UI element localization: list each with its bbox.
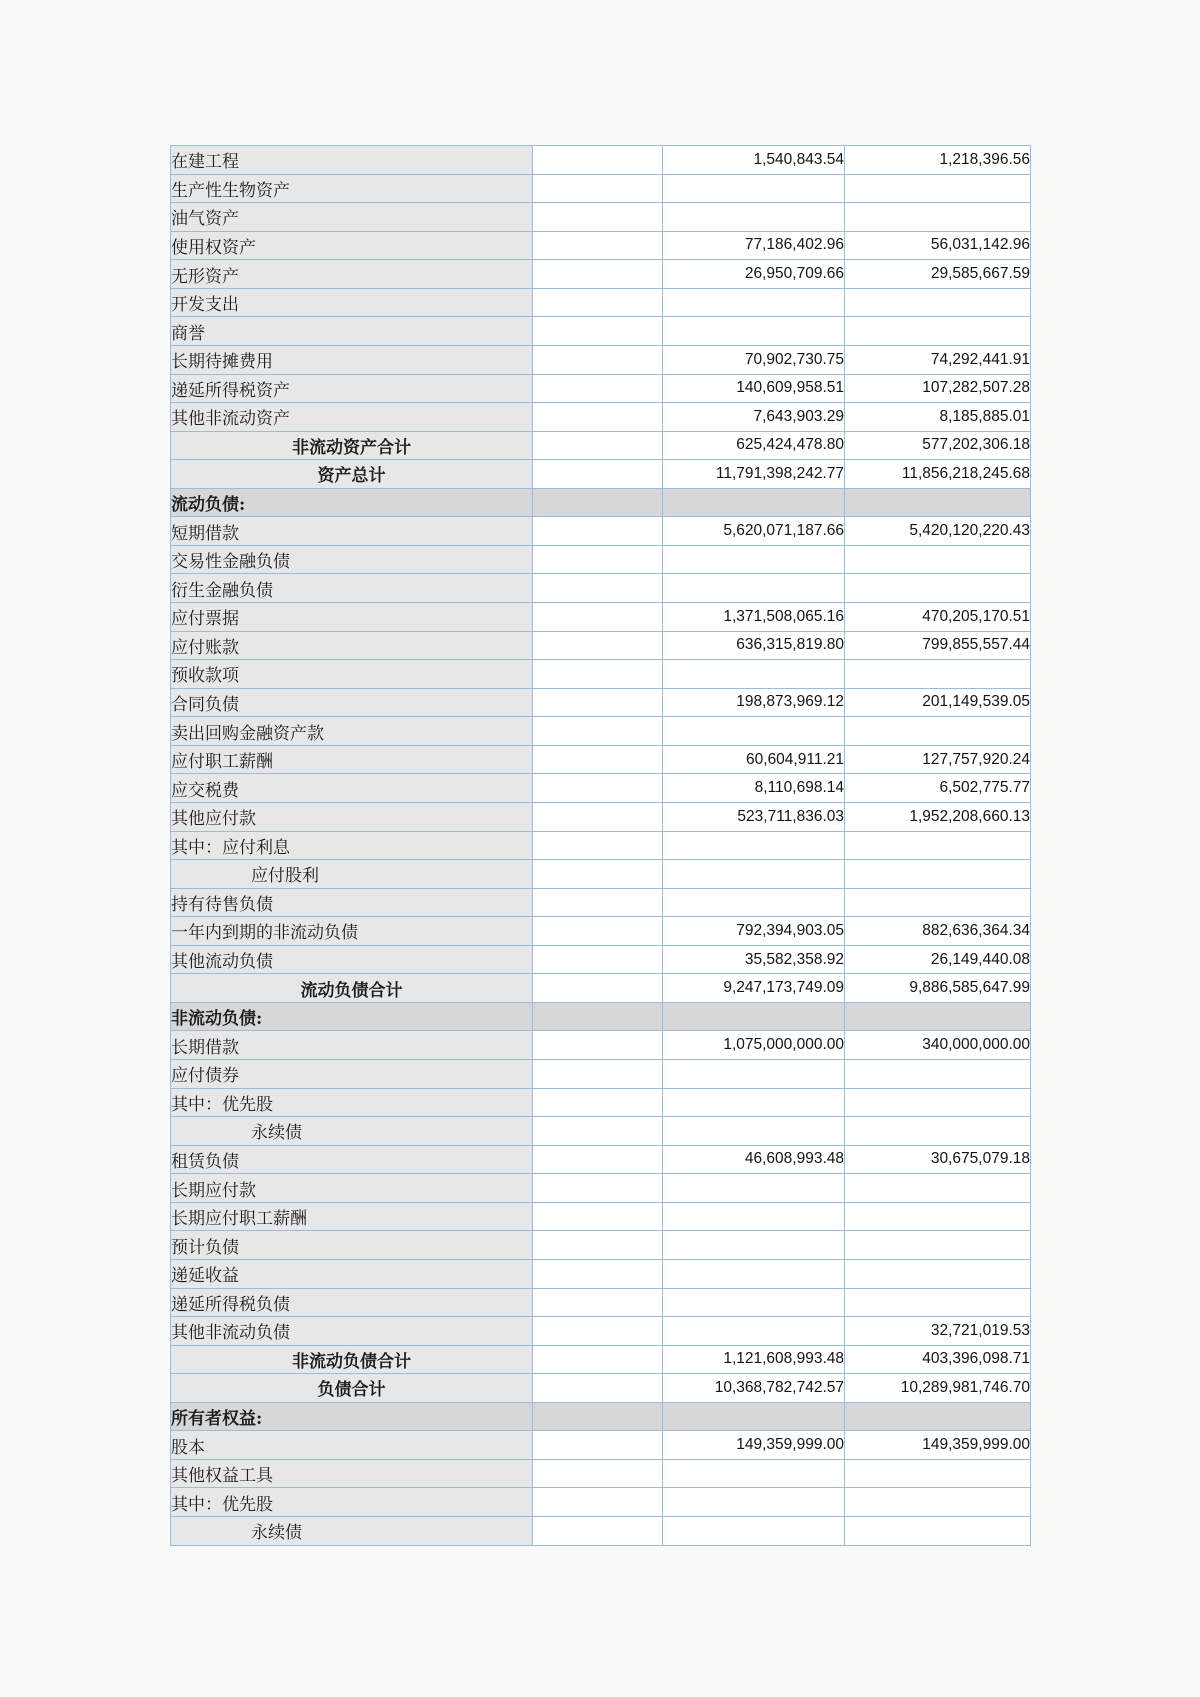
row-value-prior-cell: 1,218,396.56: [845, 146, 1031, 175]
row-value-prior-cell: [845, 174, 1031, 203]
row-value-current-cell: 792,394,903.05: [663, 917, 845, 946]
row-value-prior-cell: [845, 1288, 1031, 1317]
row-empty-cell: [533, 631, 663, 660]
row-empty-cell: [533, 517, 663, 546]
table-row: [171, 174, 1031, 203]
row-value-current-cell: [663, 1488, 845, 1517]
row-value-prior-cell: [845, 317, 1031, 346]
row-label-cell: 负债合计: [171, 1374, 533, 1403]
row-value-prior-cell: [845, 1402, 1031, 1431]
table-row: [171, 431, 1031, 460]
row-value-current-cell: [663, 1117, 845, 1146]
row-value-current-cell: 523,711,836.03: [663, 802, 845, 831]
row-value-current-cell: [663, 288, 845, 317]
table-row: [171, 403, 1031, 432]
table-row: [171, 1488, 1031, 1517]
row-label-cell: 在建工程: [171, 146, 533, 175]
row-value-prior-cell: 149,359,999.00: [845, 1431, 1031, 1460]
row-value-prior-cell: 10,289,981,746.70: [845, 1374, 1031, 1403]
row-value-prior-cell: [845, 888, 1031, 917]
table-row: [171, 688, 1031, 717]
table-row: [171, 774, 1031, 803]
row-value-prior-cell: 799,855,557.44: [845, 631, 1031, 660]
row-value-prior-cell: 6,502,775.77: [845, 774, 1031, 803]
table-row: [171, 603, 1031, 632]
table-row: [171, 545, 1031, 574]
row-value-current-cell: [663, 1060, 845, 1089]
row-value-current-cell: [663, 488, 845, 517]
row-value-prior-cell: 577,202,306.18: [845, 431, 1031, 460]
row-value-prior-cell: [845, 1517, 1031, 1546]
row-label-cell: 流动负债合计: [171, 974, 533, 1003]
row-value-current-cell: [663, 1174, 845, 1203]
row-value-current-cell: 636,315,819.80: [663, 631, 845, 660]
row-label-cell: 其他应付款: [171, 802, 533, 831]
table-row: [171, 802, 1031, 831]
table-row: [171, 374, 1031, 403]
row-value-prior-cell: 201,149,539.05: [845, 688, 1031, 717]
row-value-prior-cell: [845, 1060, 1031, 1089]
row-label-cell: 其他流动负债: [171, 945, 533, 974]
row-label-cell: 资产总计: [171, 460, 533, 489]
row-label-cell: 其中：优先股: [171, 1088, 533, 1117]
row-value-prior-cell: 74,292,441.91: [845, 345, 1031, 374]
row-value-prior-cell: 11,856,218,245.68: [845, 460, 1031, 489]
row-value-current-cell: 1,075,000,000.00: [663, 1031, 845, 1060]
row-value-prior-cell: 9,886,585,647.99: [845, 974, 1031, 1003]
row-empty-cell: [533, 1174, 663, 1203]
row-value-prior-cell: [845, 488, 1031, 517]
row-value-current-cell: [663, 1002, 845, 1031]
row-value-current-cell: 60,604,911.21: [663, 745, 845, 774]
row-empty-cell: [533, 774, 663, 803]
row-empty-cell: [533, 574, 663, 603]
row-value-prior-cell: [845, 660, 1031, 689]
row-value-current-cell: 9,247,173,749.09: [663, 974, 845, 1003]
table-row: [171, 1202, 1031, 1231]
row-value-current-cell: [663, 1402, 845, 1431]
row-value-current-cell: 11,791,398,242.77: [663, 460, 845, 489]
row-label-cell: 递延所得税资产: [171, 374, 533, 403]
row-empty-cell: [533, 203, 663, 232]
table-row: [171, 860, 1031, 889]
row-label-cell: 持有待售负债: [171, 888, 533, 917]
row-empty-cell: [533, 1002, 663, 1031]
row-empty-cell: [533, 1431, 663, 1460]
row-value-current-cell: [663, 860, 845, 889]
row-label-cell: 商誉: [171, 317, 533, 346]
row-empty-cell: [533, 431, 663, 460]
row-value-current-cell: 26,950,709.66: [663, 260, 845, 289]
table-row: [171, 1288, 1031, 1317]
row-label-cell: 预收款项: [171, 660, 533, 689]
row-empty-cell: [533, 1517, 663, 1546]
row-label-cell: 其中：优先股: [171, 1488, 533, 1517]
row-label-cell: 其他非流动负债: [171, 1317, 533, 1346]
row-empty-cell: [533, 460, 663, 489]
row-value-current-cell: [663, 1088, 845, 1117]
row-value-current-cell: 7,643,903.29: [663, 403, 845, 432]
row-value-prior-cell: 32,721,019.53: [845, 1317, 1031, 1346]
row-value-prior-cell: [845, 1174, 1031, 1203]
row-value-prior-cell: [845, 203, 1031, 232]
row-empty-cell: [533, 917, 663, 946]
row-value-prior-cell: [845, 1002, 1031, 1031]
row-empty-cell: [533, 1202, 663, 1231]
row-empty-cell: [533, 945, 663, 974]
row-value-prior-cell: 882,636,364.34: [845, 917, 1031, 946]
row-value-prior-cell: [845, 1231, 1031, 1260]
row-label-cell: 交易性金融负债: [171, 545, 533, 574]
table-row: [171, 888, 1031, 917]
row-value-prior-cell: 470,205,170.51: [845, 603, 1031, 632]
row-value-current-cell: 70,902,730.75: [663, 345, 845, 374]
balance-sheet-table: [170, 145, 1031, 1546]
table-row: [171, 1459, 1031, 1488]
row-empty-cell: [533, 1345, 663, 1374]
row-value-prior-cell: [845, 288, 1031, 317]
row-label-cell: 长期待摊费用: [171, 345, 533, 374]
row-value-current-cell: [663, 717, 845, 746]
table-row: [171, 1259, 1031, 1288]
row-value-current-cell: 1,540,843.54: [663, 146, 845, 175]
row-label-cell: 其中：应付利息: [171, 831, 533, 860]
row-label-cell: 一年内到期的非流动负债: [171, 917, 533, 946]
row-label-cell: 非流动负债:: [171, 1002, 533, 1031]
row-empty-cell: [533, 1145, 663, 1174]
row-label-cell: 应付股利: [171, 860, 533, 889]
row-empty-cell: [533, 860, 663, 889]
row-value-prior-cell: 5,420,120,220.43: [845, 517, 1031, 546]
row-value-current-cell: [663, 574, 845, 603]
row-value-current-cell: [663, 1288, 845, 1317]
row-empty-cell: [533, 1288, 663, 1317]
row-label-cell: 递延收益: [171, 1259, 533, 1288]
row-label-cell: 租赁负债: [171, 1145, 533, 1174]
table-row: [171, 1031, 1031, 1060]
row-value-current-cell: [663, 1459, 845, 1488]
row-value-prior-cell: [845, 1202, 1031, 1231]
row-label-cell: 合同负债: [171, 688, 533, 717]
row-label-cell: 短期借款: [171, 517, 533, 546]
row-empty-cell: [533, 1231, 663, 1260]
table-row: [171, 517, 1031, 546]
row-value-current-cell: [663, 1317, 845, 1346]
row-value-prior-cell: 29,585,667.59: [845, 260, 1031, 289]
row-label-cell: 开发支出: [171, 288, 533, 317]
table-row: [171, 146, 1031, 175]
table-row: [171, 1088, 1031, 1117]
row-value-current-cell: 35,582,358.92: [663, 945, 845, 974]
row-empty-cell: [533, 1402, 663, 1431]
row-empty-cell: [533, 1088, 663, 1117]
table-body: [171, 146, 1031, 1546]
row-value-current-cell: [663, 203, 845, 232]
table-row: [171, 1002, 1031, 1031]
row-value-prior-cell: 30,675,079.18: [845, 1145, 1031, 1174]
table-row: [171, 1431, 1031, 1460]
row-label-cell: 股本: [171, 1431, 533, 1460]
row-value-prior-cell: [845, 1459, 1031, 1488]
table-row: [171, 288, 1031, 317]
row-value-prior-cell: [845, 574, 1031, 603]
row-value-prior-cell: [845, 1259, 1031, 1288]
row-empty-cell: [533, 1031, 663, 1060]
row-empty-cell: [533, 802, 663, 831]
row-value-current-cell: [663, 1259, 845, 1288]
table-row: [171, 974, 1031, 1003]
table-row: [171, 1117, 1031, 1146]
row-label-cell: 无形资产: [171, 260, 533, 289]
row-value-prior-cell: [845, 1088, 1031, 1117]
row-value-current-cell: 198,873,969.12: [663, 688, 845, 717]
row-empty-cell: [533, 174, 663, 203]
table-row: [171, 1402, 1031, 1431]
table-row: [171, 345, 1031, 374]
row-empty-cell: [533, 488, 663, 517]
row-label-cell: 应付票据: [171, 603, 533, 632]
row-label-cell: 永续债: [171, 1117, 533, 1146]
row-empty-cell: [533, 888, 663, 917]
row-value-current-cell: 5,620,071,187.66: [663, 517, 845, 546]
row-value-prior-cell: 127,757,920.24: [845, 745, 1031, 774]
row-label-cell: 油气资产: [171, 203, 533, 232]
row-value-current-cell: [663, 1517, 845, 1546]
row-label-cell: 长期应付款: [171, 1174, 533, 1203]
row-value-current-cell: 77,186,402.96: [663, 231, 845, 260]
row-label-cell: 生产性生物资产: [171, 174, 533, 203]
row-empty-cell: [533, 317, 663, 346]
table-row: [171, 717, 1031, 746]
row-label-cell: 永续债: [171, 1517, 533, 1546]
row-empty-cell: [533, 345, 663, 374]
table-row: [171, 631, 1031, 660]
row-empty-cell: [533, 745, 663, 774]
row-value-prior-cell: [845, 545, 1031, 574]
row-value-prior-cell: [845, 860, 1031, 889]
row-value-current-cell: 149,359,999.00: [663, 1431, 845, 1460]
row-label-cell: 其他非流动资产: [171, 403, 533, 432]
table-row: [171, 574, 1031, 603]
row-value-prior-cell: 340,000,000.00: [845, 1031, 1031, 1060]
row-empty-cell: [533, 660, 663, 689]
row-empty-cell: [533, 545, 663, 574]
row-value-current-cell: 46,608,993.48: [663, 1145, 845, 1174]
table-row: [171, 660, 1031, 689]
row-empty-cell: [533, 146, 663, 175]
row-empty-cell: [533, 974, 663, 1003]
row-value-current-cell: 625,424,478.80: [663, 431, 845, 460]
row-value-prior-cell: [845, 1488, 1031, 1517]
table-row: [171, 1317, 1031, 1346]
row-value-current-cell: [663, 174, 845, 203]
row-label-cell: 应付账款: [171, 631, 533, 660]
row-empty-cell: [533, 288, 663, 317]
row-value-prior-cell: [845, 717, 1031, 746]
row-value-current-cell: 1,121,608,993.48: [663, 1345, 845, 1374]
table-row: [171, 745, 1031, 774]
row-label-cell: 长期应付职工薪酬: [171, 1202, 533, 1231]
row-value-prior-cell: 26,149,440.08: [845, 945, 1031, 974]
row-label-cell: 所有者权益:: [171, 1402, 533, 1431]
row-empty-cell: [533, 1259, 663, 1288]
table-row: [171, 488, 1031, 517]
row-value-current-cell: [663, 545, 845, 574]
row-value-current-cell: 1,371,508,065.16: [663, 603, 845, 632]
row-label-cell: 卖出回购金融资产款: [171, 717, 533, 746]
table-row: [171, 260, 1031, 289]
table-row: [171, 1145, 1031, 1174]
row-empty-cell: [533, 831, 663, 860]
row-empty-cell: [533, 1060, 663, 1089]
table-row: [171, 460, 1031, 489]
row-empty-cell: [533, 717, 663, 746]
row-empty-cell: [533, 1488, 663, 1517]
row-value-current-cell: 8,110,698.14: [663, 774, 845, 803]
table-row: [171, 917, 1031, 946]
row-empty-cell: [533, 1374, 663, 1403]
table-row: [171, 1231, 1031, 1260]
row-empty-cell: [533, 1459, 663, 1488]
row-value-prior-cell: 56,031,142.96: [845, 231, 1031, 260]
row-label-cell: 其他权益工具: [171, 1459, 533, 1488]
row-empty-cell: [533, 1317, 663, 1346]
row-value-prior-cell: 107,282,507.28: [845, 374, 1031, 403]
row-label-cell: 衍生金融负债: [171, 574, 533, 603]
table-row: [171, 831, 1031, 860]
row-label-cell: 使用权资产: [171, 231, 533, 260]
table-row: [171, 1517, 1031, 1546]
row-value-prior-cell: 1,952,208,660.13: [845, 802, 1031, 831]
row-value-current-cell: 140,609,958.51: [663, 374, 845, 403]
row-label-cell: 非流动资产合计: [171, 431, 533, 460]
row-empty-cell: [533, 603, 663, 632]
table-row: [171, 945, 1031, 974]
row-empty-cell: [533, 688, 663, 717]
table-row: [171, 317, 1031, 346]
row-empty-cell: [533, 231, 663, 260]
row-value-current-cell: [663, 831, 845, 860]
row-value-prior-cell: [845, 1117, 1031, 1146]
row-empty-cell: [533, 403, 663, 432]
row-label-cell: 应交税费: [171, 774, 533, 803]
row-label-cell: 非流动负债合计: [171, 1345, 533, 1374]
row-value-current-cell: [663, 888, 845, 917]
table-row: [171, 203, 1031, 232]
row-empty-cell: [533, 260, 663, 289]
row-value-current-cell: [663, 317, 845, 346]
row-empty-cell: [533, 374, 663, 403]
row-empty-cell: [533, 1117, 663, 1146]
row-value-current-cell: [663, 1231, 845, 1260]
row-value-current-cell: [663, 660, 845, 689]
row-value-current-cell: [663, 1202, 845, 1231]
row-label-cell: 预计负债: [171, 1231, 533, 1260]
row-label-cell: 递延所得税负债: [171, 1288, 533, 1317]
table-row: [171, 1345, 1031, 1374]
table-row: [171, 231, 1031, 260]
row-label-cell: 长期借款: [171, 1031, 533, 1060]
row-value-current-cell: 10,368,782,742.57: [663, 1374, 845, 1403]
table-row: [171, 1374, 1031, 1403]
row-label-cell: 应付职工薪酬: [171, 745, 533, 774]
table-row: [171, 1060, 1031, 1089]
row-label-cell: 流动负债:: [171, 488, 533, 517]
row-label-cell: 应付债券: [171, 1060, 533, 1089]
row-value-prior-cell: [845, 831, 1031, 860]
row-value-prior-cell: 8,185,885.01: [845, 403, 1031, 432]
table-row: [171, 1174, 1031, 1203]
row-value-prior-cell: 403,396,098.71: [845, 1345, 1031, 1374]
